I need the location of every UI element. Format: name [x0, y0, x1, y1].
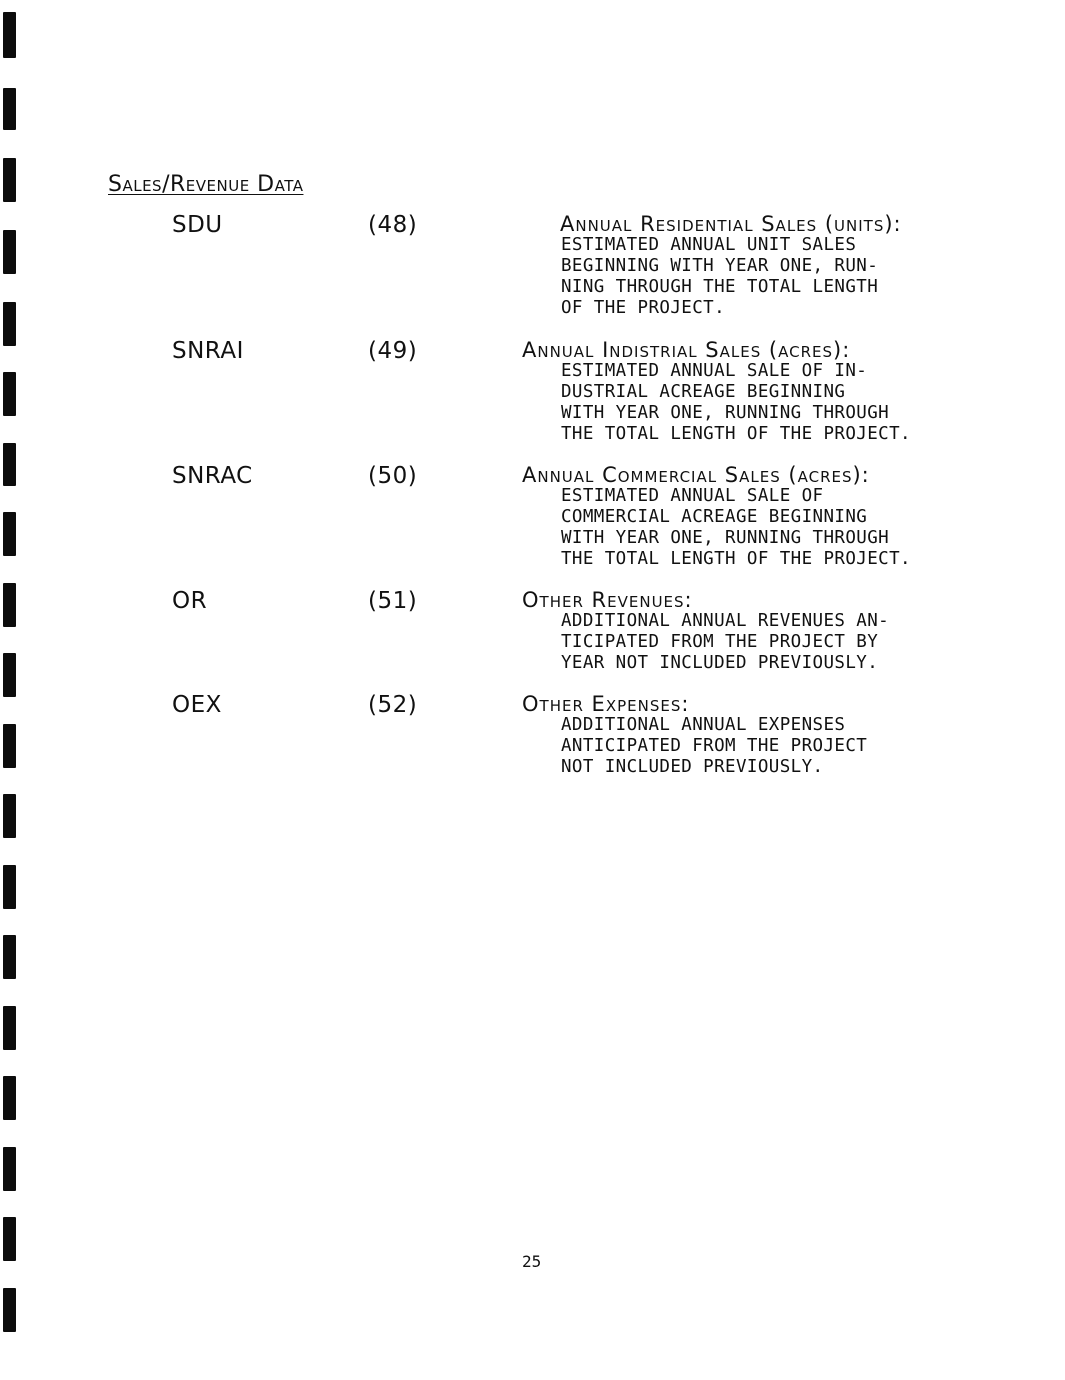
variable-description: ADDITIONAL ANNUAL REVENUES AN- TICIPATED FROM THE PROJECT BY YEAR NOT INCLUDED PREVIOUSLY.: [561, 611, 890, 673]
binding-mark: [3, 1006, 16, 1050]
binding-mark: [3, 724, 16, 768]
binding-mark: [3, 372, 16, 416]
binding-mark: [3, 1217, 16, 1261]
section-heading: Sales/Revenue Data: [108, 172, 304, 197]
binding-mark: [3, 158, 16, 202]
binding-mark: [3, 653, 16, 697]
binding-mark: [3, 865, 16, 909]
variable-title: Annual Indistrial Sales (acres):: [522, 338, 851, 362]
variable-description: ESTIMATED ANNUAL UNIT SALES BEGINNING WITH YEAR ONE, RUN- NING THROUGH THE TOTAL LENGTH OF THE PROJECT.: [561, 235, 879, 318]
binding-mark: [3, 1076, 16, 1120]
binding-mark: [3, 12, 16, 58]
variable-number: (52): [368, 692, 418, 718]
variable-description: ESTIMATED ANNUAL SALE OF COMMERCIAL ACREAGE BEGINNING WITH YEAR ONE, RUNNING THROUGH THE TOTAL LENGTH OF THE PROJECT.: [561, 486, 911, 569]
binding-mark: [3, 443, 16, 486]
variable-title: Annual Residential Sales (units):: [560, 212, 902, 236]
variable-number: (48): [368, 212, 418, 238]
variable-code: SNRAC: [172, 463, 253, 489]
variable-number: (51): [368, 588, 418, 614]
binding-mark: [3, 302, 16, 346]
variable-number: (50): [368, 463, 418, 489]
binding-mark: [3, 1147, 16, 1191]
variable-code: OEX: [172, 692, 222, 718]
binding-marks: [0, 0, 30, 1380]
page-number: 25: [522, 1252, 542, 1271]
binding-mark: [3, 935, 16, 979]
binding-mark: [3, 512, 16, 556]
variable-description: ADDITIONAL ANNUAL EXPENSES ANTICIPATED FROM THE PROJECT NOT INCLUDED PREVIOUSLY.: [561, 715, 868, 777]
variable-number: (49): [368, 338, 418, 364]
variable-title: Annual Commercial Sales (acres):: [522, 463, 870, 487]
variable-title: Other Expenses:: [522, 692, 690, 716]
variable-code: OR: [172, 588, 208, 614]
variable-title: Other Revenues:: [522, 588, 693, 612]
variable-code: SNRAI: [172, 338, 244, 364]
binding-mark: [3, 794, 16, 838]
variable-description: ESTIMATED ANNUAL SALE OF IN- DUSTRIAL ACREAGE BEGINNING WITH YEAR ONE, RUNNING THROUGH THE TOTAL LENGTH OF THE PROJECT.: [561, 361, 911, 444]
binding-mark: [3, 230, 16, 274]
binding-mark: [3, 88, 16, 130]
variable-code: SDU: [172, 212, 223, 238]
binding-mark: [3, 583, 16, 627]
binding-mark: [3, 1288, 16, 1332]
